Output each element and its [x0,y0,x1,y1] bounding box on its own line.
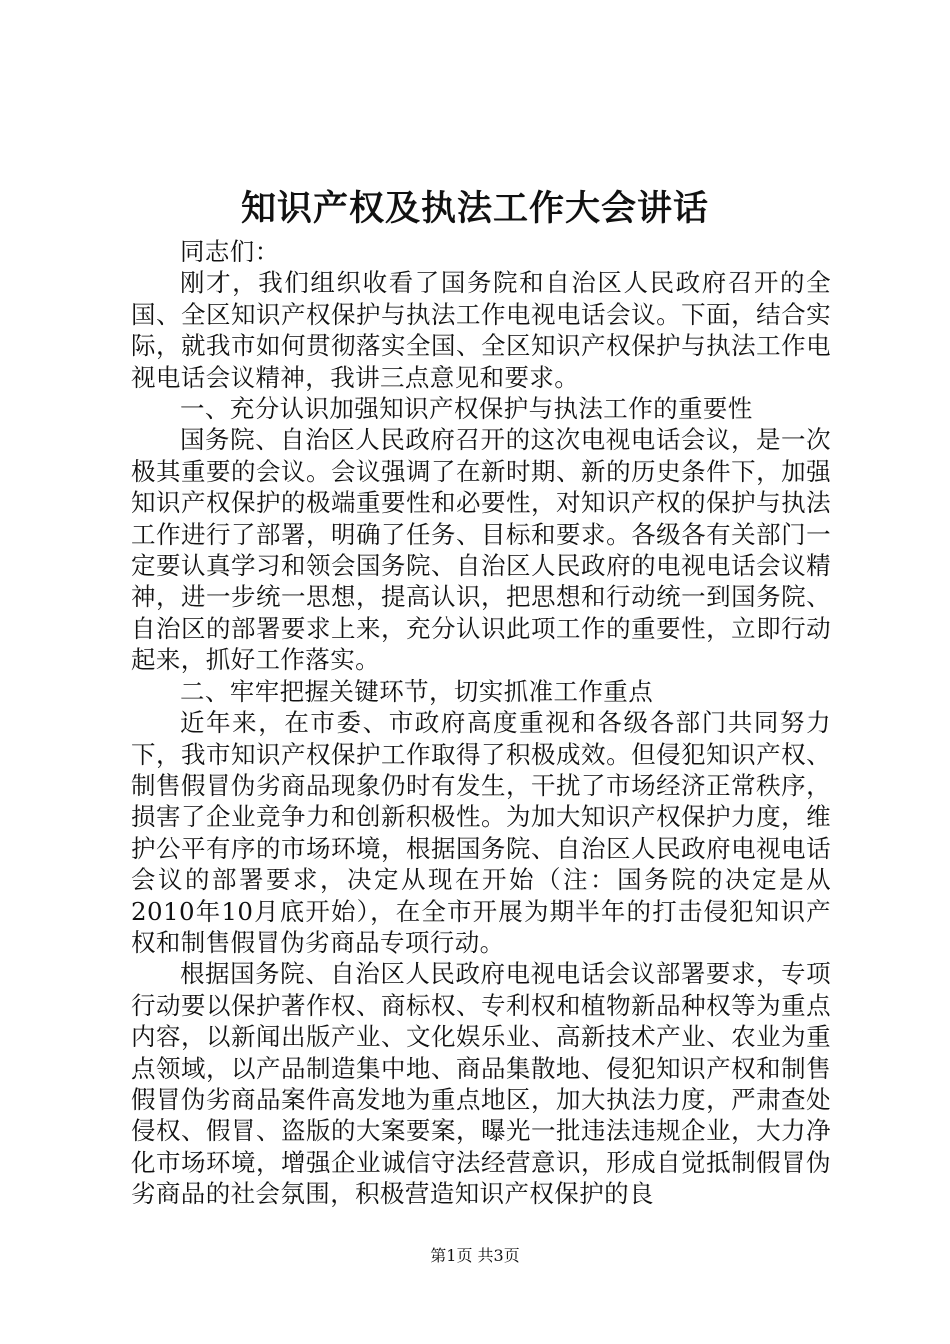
document-title: 知识产权及执法工作大会讲话 [240,188,709,229]
paragraph-intro: 刚才，我们组织收看了国务院和自治区人民政府召开的全国、全区知识产权保护与执法工作电视电话会议。下面，结合实际，就我市如何贯彻落实全国、全区知识产权保护与执法工作电视电话会议精神，我讲三点意见和要求。 [131,268,831,392]
paragraph-section-2a: 近年来，在市委、市政府高度重视和各级各部门共同努力下，我市知识产权保护工作取得了积极成效。但侵犯知识产权、制售假冒伪劣商品现象仍时有发生，干扰了市场经济正常秩序，损害了企业竞争力和创新积极性。为加大知识产权保护力度，维护公平有序的市场环境，根据国务院、自治区人民政府电视电话会议的部署要求，决定从现在开始（注：国务院的决定是从2010年10月底开始），在全市开展为期半年的打击侵犯知识产权和制售假冒伪劣商品专项行动。 [131,708,831,957]
section-heading-1: 一、充分认识加强知识产权保护与执法工作的重要性 [180,394,753,424]
document-body [131,236,831,1210]
paragraph-section-1: 国务院、自治区人民政府召开的这次电视电话会议，是一次极其重要的会议。会议强调了在新时期、新的历史条件下，加强知识产权保护的极端重要性和必要性，对知识产权的保护与执法工作进行了部署，明确了任务、目标和要求。各级各有关部门一定要认真学习和领会国务院、自治区人民政府的电视电话会议精神，进一步统一思想，提高认识，把思想和行动统一到国务院、自治区的部署要求上来，充分认识此项工作的重要性，立即行动起来，抓好工作落实。 [131,425,831,675]
section-heading-2: 二、牢牢把握关键环节，切实抓准工作重点 [180,676,654,706]
paragraph-salutation: 同志们： [180,237,280,266]
paragraph-section-2b: 根据国务院、自治区人民政府电视电话会议部署要求，专项行动要以保护著作权、商标权、专利权和植物新品种权等为重点内容，以新闻出版产业、文化娱乐业、高新技术产业、农业为重点领域，以产品制造集中地、商品集散地、侵犯知识产权和制售假冒伪劣商品案件高发地为重点地区，加大执法力度，严肃查处侵权、假冒、盗版的大案要案，曝光一批违法违规企业，大力净化市场环境，增强企业诚信守法经营意识，形成自觉抵制假冒伪劣商品的社会氛围，积极营造知识产权保护的良 [131,959,831,1209]
page-footer: 第1页 共3页 [430,1246,520,1265]
